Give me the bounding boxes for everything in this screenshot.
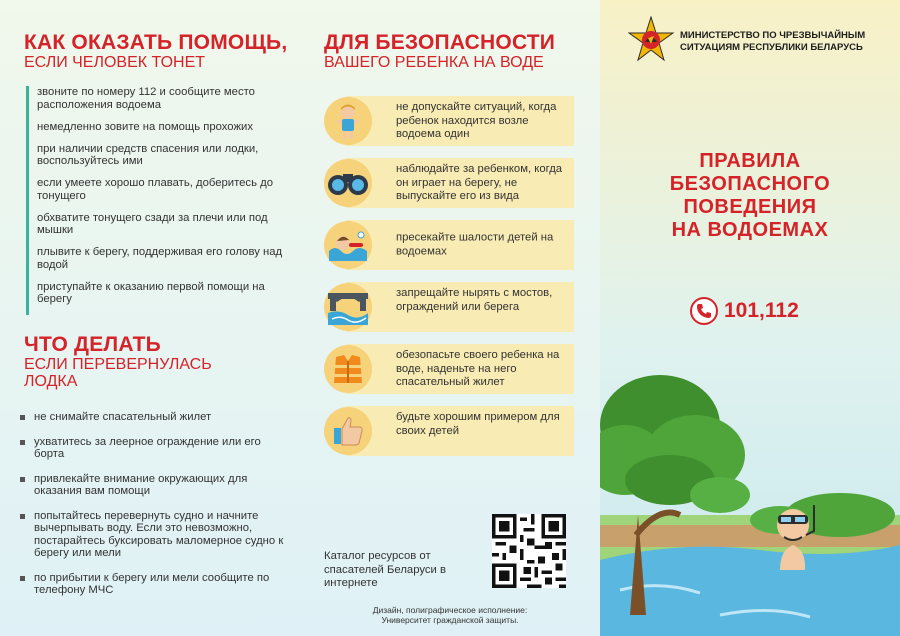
help-heading-main: КАК ОКАЗАТЬ ПОМОЩЬ, — [24, 31, 288, 54]
list-item: обхватите тонущего сзади за плечи или под мышки — [37, 211, 268, 236]
help-heading-sub: ЕСЛИ ЧЕЛОВЕК ТОНЕТ — [24, 54, 206, 71]
list-item: ухватитесь за леерное ограждение или его борта — [20, 436, 290, 461]
title-line: БЕЗОПАСНОГО — [669, 173, 831, 195]
credits-line: Дизайн, полиграфическое исполнение: — [372, 605, 528, 615]
phone-icon — [690, 297, 718, 325]
tip-item — [324, 220, 579, 270]
thumbs-up-icon — [324, 407, 372, 455]
tip-item — [324, 96, 579, 146]
title-line: ПОВЕДЕНИЯ — [683, 196, 817, 218]
tip-text: будьте хорошим примером для своих детей — [396, 411, 560, 437]
middle-panel — [300, 0, 600, 636]
catalog-text: Каталог ресурсов от спасателей Беларуси в интернете — [324, 550, 446, 589]
list-item: звоните по номеру 112 и сообщите место расположения водоема — [37, 86, 255, 111]
list-item: при наличии средств спасения или лодки, воспользуйтесь ими — [37, 142, 259, 167]
safety-heading-sub: ВАШЕГО РЕБЕНКА НА ВОДЕ — [324, 54, 544, 71]
tip-item — [324, 406, 579, 456]
list-item: привлекайте внимание окружающих для оказания вам помощи — [20, 473, 290, 498]
credits — [350, 605, 550, 625]
life-vest-icon — [324, 345, 372, 393]
tip-text: обезопасьте своего ребенка на воде, наденьте на него спасательный жилет — [396, 349, 560, 388]
list-item: плывите к берегу, поддерживая его голову над водой — [37, 246, 283, 271]
boat-heading-sub1: ЕСЛИ ПЕРЕВЕРНУЛАСЬ — [24, 356, 212, 373]
tip-text: наблюдайте за ребенком, когда он играет на берегу, не выпускайте его из вида — [396, 163, 563, 202]
safety-heading-main: ДЛЯ БЕЗОПАСНОСТИ — [324, 31, 556, 54]
tip-text: пресекайте шалости детей на водоемах — [396, 231, 554, 257]
help-steps-list — [26, 86, 286, 315]
ministry-line: МИНИСТЕРСТВО ПО ЧРЕЗВЫЧАЙНЫМ — [680, 30, 866, 41]
phone-numbers: 101,112 — [724, 299, 799, 322]
safety-heading — [324, 32, 594, 71]
child-icon — [324, 97, 372, 145]
emergency-phones — [690, 296, 799, 326]
title-line: ПРАВИЛА — [699, 150, 801, 172]
lake-scene-illustration — [600, 365, 900, 636]
tip-item — [324, 282, 579, 332]
tip-item — [324, 158, 579, 208]
bridge-icon — [324, 283, 372, 331]
list-item: не снимайте спасательный жилет — [20, 411, 290, 424]
boat-steps-list — [20, 411, 290, 609]
swimming-child-icon — [324, 221, 372, 269]
qr-code[interactable] — [492, 514, 566, 588]
list-item: если умеете хорошо плавать, доберитесь до тонущего — [37, 177, 273, 202]
list-item: немедленно зовите на помощь прохожих — [37, 120, 253, 133]
credits-line: Университет гражданской защиты. — [381, 615, 519, 625]
ministry-emblem-icon — [628, 16, 674, 62]
binoculars-icon — [324, 159, 372, 207]
list-item: приступайте к оказанию первой помощи на берегу — [37, 280, 265, 305]
ministry-name — [680, 30, 890, 53]
boat-heading-sub2: ЛОДКА — [24, 373, 78, 390]
tip-item — [324, 344, 579, 394]
left-panel — [0, 0, 300, 636]
safety-tips — [324, 96, 579, 468]
boat-heading — [24, 334, 294, 390]
tip-text: запрещайте нырять с мостов, ограждений или берега — [396, 287, 553, 313]
title-line: НА ВОДОЕМАХ — [671, 219, 829, 241]
ministry-line: СИТУАЦИЯМ РЕСПУБЛИКИ БЕЛАРУСЬ — [680, 41, 863, 53]
list-item: по прибытии к берегу или мели сообщите по телефону МЧС — [20, 572, 290, 597]
list-item: попытайтесь перевернуть судно и начните вычерпывать воду. Если это невозможно, постарайтесь буксировать маломерное судно к берегу или мели — [20, 510, 290, 560]
boat-heading-main: ЧТО ДЕЛАТЬ — [24, 333, 161, 356]
help-heading — [24, 32, 294, 71]
leaflet-title — [600, 150, 900, 242]
tip-text: не допускайте ситуаций, когда ребенок находится возле водоема один — [396, 101, 557, 140]
cover-panel — [600, 0, 900, 636]
